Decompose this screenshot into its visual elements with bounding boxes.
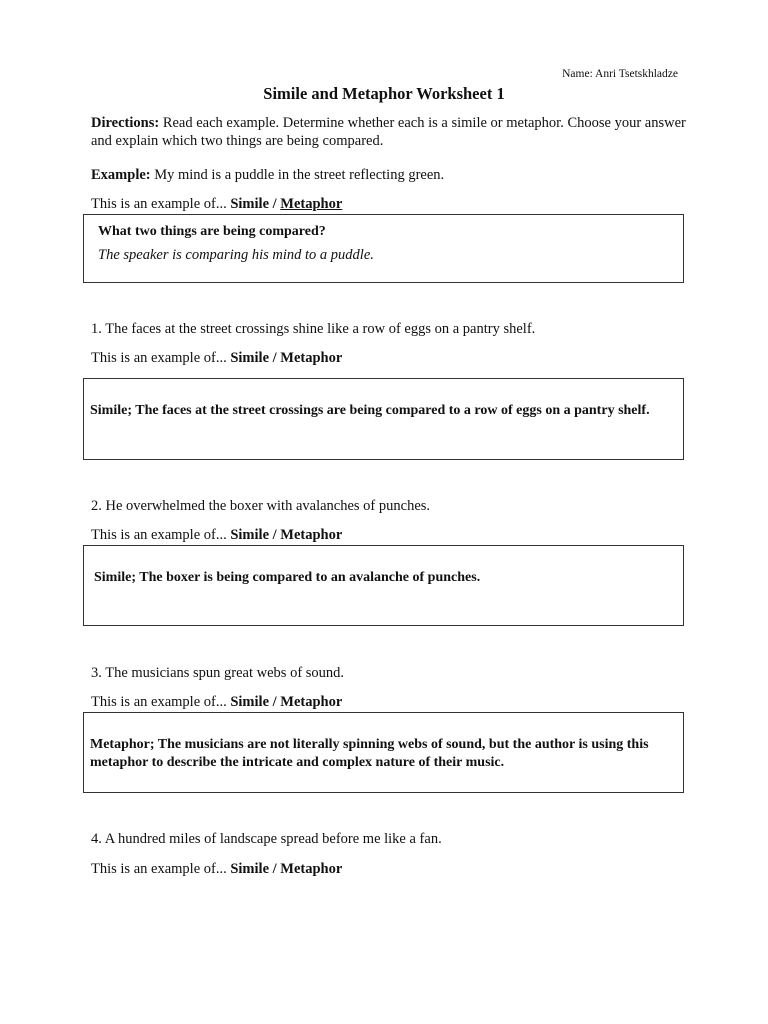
- question-1-answer: Simile; The faces at the street crossings are being compared to a row of eggs on a pantry shelf.: [90, 403, 650, 418]
- example-sentence: [91, 167, 444, 184]
- question-2-answer-box[interactable]: [83, 545, 684, 626]
- question-1-choice-line: [91, 350, 342, 367]
- example-choice-line: [91, 196, 342, 213]
- question-3-answer-box[interactable]: [83, 712, 684, 793]
- example-simile-option: Simile /: [230, 196, 281, 212]
- question-4-choice: Simile / Metaphor: [230, 861, 343, 877]
- question-1-answer-box[interactable]: [83, 378, 684, 460]
- question-3-choice: Simile / Metaphor: [230, 694, 343, 710]
- question-3-sentence: 3. The musicians spun great webs of sound.: [91, 665, 345, 681]
- question-2-prompt: This is an example of...: [91, 527, 231, 543]
- question-4-prompt: This is an example of...: [91, 861, 231, 877]
- example-prompt: This is an example of...: [91, 196, 231, 212]
- directions-label: Directions:: [91, 115, 160, 131]
- question-2-choice: Simile / Metaphor: [230, 527, 343, 543]
- question-1-sentence: 1. The faces at the street crossings shine like a row of eggs on a pantry shelf.: [91, 321, 536, 337]
- question-1-choice: Simile / Metaphor: [230, 350, 343, 366]
- example-answer-box: [83, 214, 684, 283]
- question-4-choice-line: [91, 861, 342, 878]
- example-text: My mind is a puddle in the street reflecting green.: [150, 167, 445, 183]
- question-1-prompt: This is an example of...: [91, 350, 231, 366]
- question-2-sentence: 2. He overwhelmed the boxer with avalanches of punches.: [91, 498, 431, 514]
- example-answer: The speaker is comparing his mind to a puddle.: [98, 247, 374, 263]
- question-2-choice-line: [91, 527, 342, 544]
- directions-text: Read each example. Determine whether each is a simile or metaphor. Choose your answer and explain which two things are being compared.: [91, 115, 686, 149]
- directions: [91, 114, 691, 150]
- question-3-choice-line: [91, 694, 342, 711]
- example-label: Example:: [91, 167, 151, 183]
- page-title: Simile and Metaphor Worksheet 1: [263, 84, 505, 103]
- example-question: What two things are being compared?: [98, 224, 326, 239]
- student-name: Name: Anri Tsetskhladze: [562, 68, 678, 80]
- question-2-answer: Simile; The boxer is being compared to an avalanche of punches.: [94, 570, 481, 585]
- question-3-answer: Metaphor; The musicians are not literally spinning webs of sound, but the author is using this metaphor to describe the intricate and complex nature of their music.: [90, 737, 649, 770]
- question-3-prompt: This is an example of...: [91, 694, 231, 710]
- example-metaphor-option: Metaphor: [280, 196, 343, 212]
- question-4-sentence: 4. A hundred miles of landscape spread before me like a fan.: [91, 831, 442, 847]
